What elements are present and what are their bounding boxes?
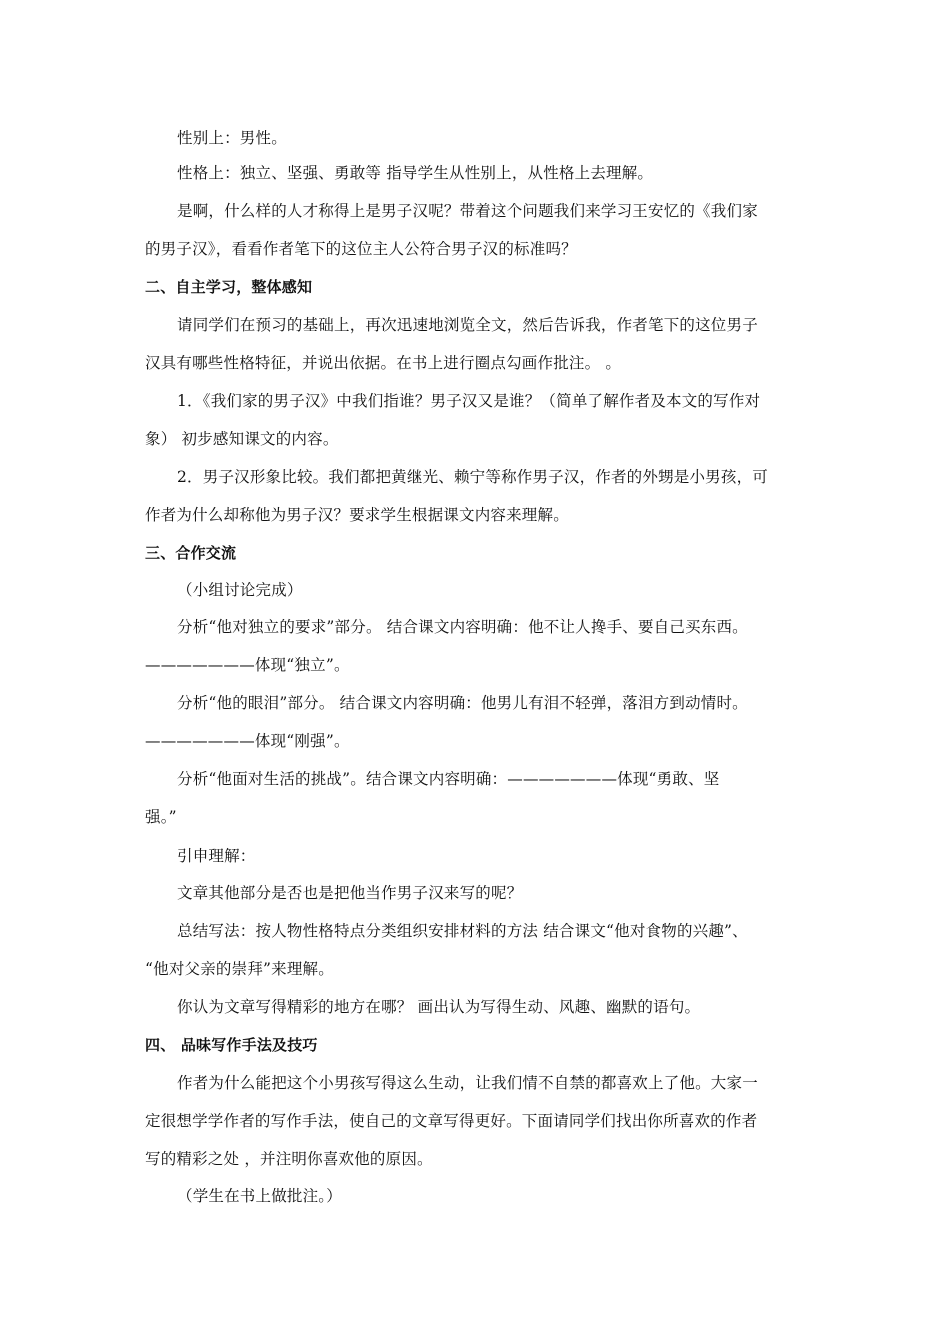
list-item-2: 2．男子汉形象比较。我们都把黄继光、赖宁等称作男子汉，作者的外甥是小男孩，可 xyxy=(177,468,768,486)
text-line-analysis-3-cont: 强。” xyxy=(145,808,177,826)
text-line-personality: 性格上：独立、坚强、勇敢等 指导学生从性别上，从性格上去理解。 xyxy=(177,164,654,182)
text-line-gender: 性别上：男性。 xyxy=(177,129,287,147)
text-line-analysis-1: 分析“他对独立的要求”部分。 结合课文内容明确：他不让人搀手、要自己买东西。 xyxy=(177,618,748,636)
list-item-1: 1．《我们家的男子汉》中我们指谁？男子汉又是谁？（简单了解作者及本文的写作对 xyxy=(177,392,761,410)
text-line-analysis-2-result: ———————体现“刚强”。 xyxy=(145,732,350,750)
text-line-instruction-cont: 汉具有哪些性格特征，并说出依据。在书上进行圈点勾画作批注。 。 xyxy=(145,354,622,372)
text-line-other-parts: 文章其他部分是否也是把他当作男子汉来写的呢？ xyxy=(177,884,523,902)
section-heading-3: 三、合作交流 xyxy=(145,544,237,562)
text-line-summary-cont: “他对父亲的崇拜”来理解。 xyxy=(145,960,334,978)
section-heading-4: 四、 品味写作手法及技巧 xyxy=(145,1036,318,1054)
text-line-analysis-2: 分析“他的眼泪”部分。 结合课文内容明确：他男儿有泪不轻弹，落泪方到动情时。 xyxy=(177,694,748,712)
text-line-question: 是啊，什么样的人才称得上是男子汉呢？带着这个问题我们来学习王安忆的《我们家 xyxy=(177,202,758,220)
list-item-2-cont: 作者为什么却称他为男子汉？要求学生根据课文内容来理解。 xyxy=(145,506,569,524)
text-line-writing-1: 作者为什么能把这个小男孩写得这么生动，让我们情不自禁的都喜欢上了他。大家一 xyxy=(177,1074,758,1092)
text-line-analysis-3: 分析“他面对生活的挑战”。结合课文内容明确：———————体现“勇敢、坚 xyxy=(177,770,720,788)
text-line-writing-3: 写的精彩之处 ，并注明你喜欢他的原因。 xyxy=(145,1150,433,1168)
list-item-1-cont: 象） 初步感知课文的内容。 xyxy=(145,430,339,448)
text-line-group-discussion: （小组讨论完成） xyxy=(177,581,303,599)
text-line-instruction: 请同学们在预习的基础上，再次迅速地浏览全文，然后告诉我，作者笔下的这位男子 xyxy=(177,316,758,334)
section-heading-2: 二、自主学习，整体感知 xyxy=(145,278,313,296)
text-line-extended: 引申理解： xyxy=(177,847,256,865)
text-line-question-cont: 的男子汉》，看看作者笔下的这位主人公符合男子汉的标准吗？ xyxy=(145,240,577,258)
text-line-analysis-1-result: ———————体现“独立”。 xyxy=(145,656,350,674)
text-line-annotate: （学生在书上做批注。） xyxy=(177,1187,342,1205)
text-line-writing-2: 定很想学学作者的写作手法，使自己的文章写得更好。下面请同学们找出你所喜欢的作者 xyxy=(145,1112,758,1130)
text-line-summary: 总结写法：按人物性格特点分类组织安排材料的方法 结合课文“他对食物的兴趣”、 xyxy=(177,922,748,940)
text-line-highlights: 你认为文章写得精彩的地方在哪？ 画出认为写得生动、风趣、幽默的语句。 xyxy=(177,998,701,1016)
